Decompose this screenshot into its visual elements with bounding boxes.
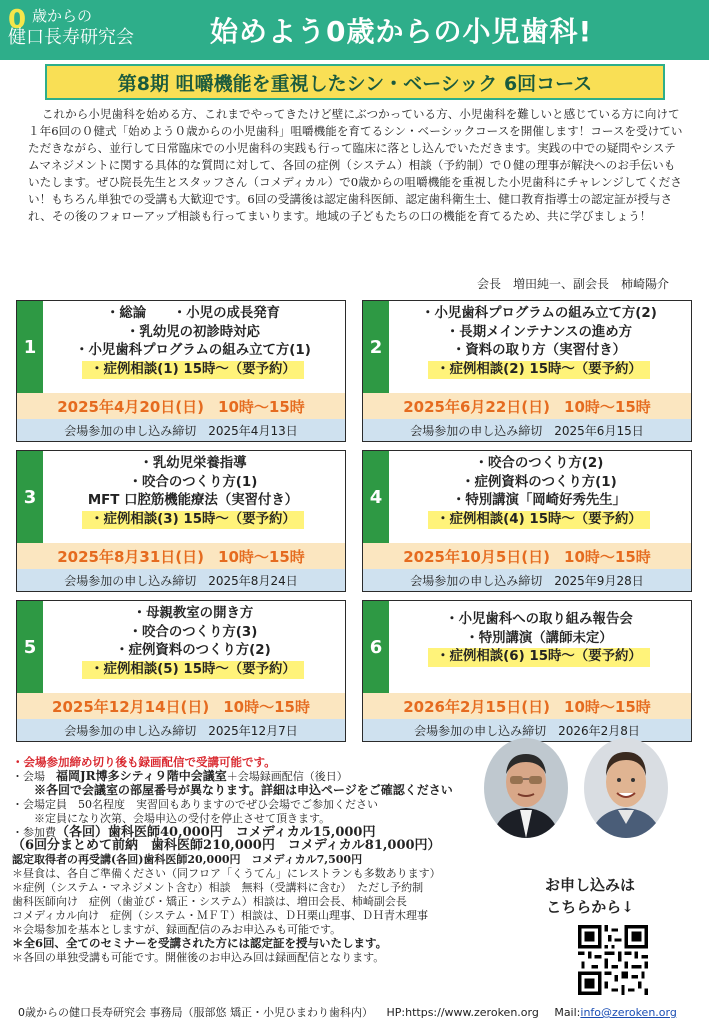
- session-time: 10時～15時: [564, 547, 651, 566]
- topic-line: ・母親教室の開き方: [132, 606, 254, 621]
- topic-line: ・総論 ・小児の成長発育: [105, 306, 281, 321]
- apply-line2: こちらから↓: [546, 898, 634, 916]
- basic-note: ＊会場参加を基本としますが、録画配信のみお申込みも可能です。: [12, 922, 342, 936]
- topic-line: ・資料の取り方（実習付き）: [451, 343, 627, 358]
- consult-highlight: ・症例相談(4) 15時～（要予約）: [428, 511, 650, 530]
- org-name-line1: 歳からの: [32, 7, 93, 25]
- mail-label: Mail:: [554, 1006, 581, 1019]
- venue-extra: ＋会場録画配信（後日）: [226, 769, 348, 783]
- session-time: 10時～15時: [218, 397, 305, 416]
- topic-line: ・症例資料のつくり方(2): [115, 643, 271, 658]
- session-number: 2: [363, 301, 389, 393]
- header-banner: [0, 0, 709, 60]
- session-topics: [391, 455, 687, 529]
- vice-president-photo: [584, 738, 668, 838]
- session-topics: [45, 605, 341, 679]
- topic-line: ・咬合のつくり方(3): [128, 624, 258, 640]
- consult-highlight: ・症例相談(2) 15時～（要予約）: [428, 361, 650, 380]
- registration-deadline: 会場参加の申し込み締切 2025年4月13日: [17, 419, 345, 441]
- org-zero: 0: [8, 5, 27, 35]
- session-time: 10時～15時: [564, 397, 651, 416]
- session-number: 3: [17, 451, 43, 543]
- topic-line: ・長期メインテナンスの進め方: [445, 324, 633, 340]
- session-date: 2026年2月15日(日): [403, 697, 551, 716]
- session-card-4: [362, 450, 692, 592]
- registration-deadline: 会場参加の申し込み締切 2025年6月15日: [363, 419, 691, 441]
- session-date: 2025年12月14日(日): [52, 697, 210, 716]
- consult-highlight: ・症例相談(5) 15時～（要予約）: [82, 661, 304, 680]
- session-topics: [45, 305, 341, 379]
- homepage-link[interactable]: HP:https://www.zeroken.org: [386, 1006, 539, 1019]
- session-time: 10時～15時: [223, 697, 310, 716]
- session-card-2: [362, 300, 692, 442]
- lunch-note: ＊昼食は、各自ご準備ください（同フロア「くうてん」にレストランも多数あります）: [12, 867, 441, 881]
- session-card-5: [16, 600, 346, 742]
- consult-comedical: コメディカル向け 症例（システム・ＭＦＴ）相談は、ＤＨ栗山理事、ＤＨ青木理事: [12, 908, 429, 922]
- mail-link[interactable]: info@zeroken.org: [580, 1006, 677, 1019]
- session-topics: [391, 611, 687, 667]
- session-time: 10時～15時: [218, 547, 305, 566]
- session-number: 6: [363, 601, 389, 693]
- apply-line1: お申し込みは: [544, 876, 635, 894]
- session-date-row: [363, 693, 691, 719]
- session-date: 2025年10月5日(日): [403, 547, 551, 566]
- topic-line: ・小児歯科プログラムの組み立て方(2): [421, 306, 657, 321]
- session-date: 2025年4月20日(日): [57, 397, 205, 416]
- session-time: 10時～15時: [564, 697, 651, 716]
- venue-line: [12, 770, 482, 784]
- office-name: 0歳からの健口長寿研究会 事務局（服部悠 矯正・小児ひまわり歯科内）: [18, 1006, 373, 1019]
- topic-line: ・特別講演「岡崎好秀先生」: [451, 493, 627, 508]
- registration-deadline: 会場参加の申し込み締切 2025年8月24日: [17, 569, 345, 591]
- topic-line: ・特別講演（講師未定）: [465, 630, 613, 646]
- session-date: 2025年8月31日(日): [57, 547, 205, 566]
- topic-line: ・乳幼児栄養指導: [139, 456, 247, 471]
- course-subtitle: 第8期 咀嚼機能を重視したシン・ベーシック 6回コース: [45, 64, 665, 100]
- intro-paragraph: これから小児歯科を始める方、これまでやってきたけど壁にぶつかっている方、小児歯科を難しいと感じている方に向けて１年6回の０健式「始めよう０歳からの小児歯科」咀嚼機能を育てるシン・ベーシックコースを開催します！コースを受けていただきながら、並行して日常臨床での小児歯科の実践も行って臨床に落とし込んでいただきます。実践の中での疑問やシステムマネジメントに関する具体的な質問に対して、各回の症例（システム）相談（予約制）で０健の理事が解決へのお手伝いもいたします。ぜひ院長先生とスタッフさん（コメディカル）で0歳からの咀嚼機能を重視した小児歯科にチャレンジしてください！もちろん単独での受講も大歓迎です。6回の受講後は認定歯科医師、認定歯科衛生士、健口教育指導士の認定証が授与され、その後のフォローアップ相談も行ってまいります。地域の子どもたちの口の機能を育てるため、共に学びましょう！: [28, 107, 683, 223]
- venue-label: ・会場: [12, 769, 56, 783]
- fee-bulk: （6回分まとめて前納 歯科医師210,000円 コメディカル81,000円）: [12, 838, 441, 854]
- topic-line: ・小児歯科プログラムの組み立て方(1): [75, 343, 311, 358]
- topic-line: ・乳幼児の初診時対応: [126, 324, 260, 340]
- qr-code[interactable]: [578, 925, 648, 995]
- capacity-line: ・会場定員 50名程度 実習回もありますのでぜひ会場でご参加ください: [12, 797, 378, 811]
- session-card-1: [16, 300, 346, 442]
- venue-name: 福岡JR博多シティ９階中会議室: [56, 768, 227, 783]
- session-number: 4: [363, 451, 389, 543]
- topic-line: ・咬合のつくり方(2): [474, 456, 604, 471]
- registration-deadline: 会場参加の申し込み締切 2025年9月28日: [363, 569, 691, 591]
- fee-amount: （各回）歯科医師40,000円 コメディカル15,000円: [56, 824, 376, 840]
- session-date-row: [363, 393, 691, 419]
- session-number: 5: [17, 601, 43, 693]
- session-date-row: [17, 543, 345, 569]
- session-date: 2025年6月22日(日): [403, 397, 551, 416]
- session-card-6: [362, 600, 692, 742]
- consult-highlight: ・症例相談(1) 15時～（要予約）: [82, 361, 304, 380]
- page-title: 始めよう0歳からの小児歯科!: [210, 15, 593, 48]
- signature: 会長 増田純一、副会長 柿崎陽介: [476, 277, 669, 291]
- capacity-note: ※定員になり次第、会場申込の受付を停止させて頂きます。: [34, 811, 331, 825]
- topic-line: ・小児歯科への取り組み報告会: [445, 612, 633, 627]
- certificate-note: ＊全6回、全てのセミナーを受講された方には認定証を授与いたします。: [12, 935, 388, 950]
- session-number: 1: [17, 301, 43, 393]
- consult-note: ＊症例（システム・マネジメント含む）相談 無料（受講料に含む） ただし予約制: [12, 881, 424, 895]
- topic-line: MFT 口腔筋機能療法（実習付き）: [87, 493, 299, 508]
- session-topics: [45, 455, 341, 529]
- single-note: ＊各回の単独受講も可能です。開催後のお申込み回は録画配信となります。: [12, 950, 385, 964]
- topic-line: ・症例資料のつくり方(1): [461, 474, 617, 490]
- session-card-3: [16, 450, 346, 592]
- consult-dentist: 歯科医師向け 症例（歯並び・矯正・システム）相談は、増田会長、柿崎副会長: [12, 895, 407, 909]
- registration-deadline: 会場参加の申し込み締切 2025年12月7日: [17, 719, 345, 741]
- venue-note: ※各回で会議室の部屋番号が異なります。詳細は申込ページをご確認ください: [34, 782, 453, 797]
- org-name-line2: 健口長寿研究会: [8, 27, 134, 48]
- fee-label: ・参加費: [12, 825, 56, 839]
- footer: [18, 1004, 698, 1020]
- recording-notice: ・会場参加締め切り後も録画配信で受講可能です。: [12, 755, 276, 769]
- registration-deadline: 会場参加の申し込み締切 2026年2月8日: [363, 719, 691, 741]
- president-photo: [484, 738, 568, 838]
- session-date-row: [17, 693, 345, 719]
- topic-line: ・咬合のつくり方(1): [128, 474, 258, 490]
- apply-prompt: [520, 874, 660, 918]
- course-info: [12, 756, 482, 965]
- session-date-row: [17, 393, 345, 419]
- retake-fee: 認定取得者の再受講(各回)歯科医師20,000円 コメディカル7,500円: [12, 853, 363, 867]
- consult-highlight: ・症例相談(6) 15時～（要予約）: [428, 648, 650, 667]
- session-date-row: [363, 543, 691, 569]
- consult-highlight: ・症例相談(3) 15時～（要予約）: [82, 511, 304, 530]
- session-topics: [391, 305, 687, 379]
